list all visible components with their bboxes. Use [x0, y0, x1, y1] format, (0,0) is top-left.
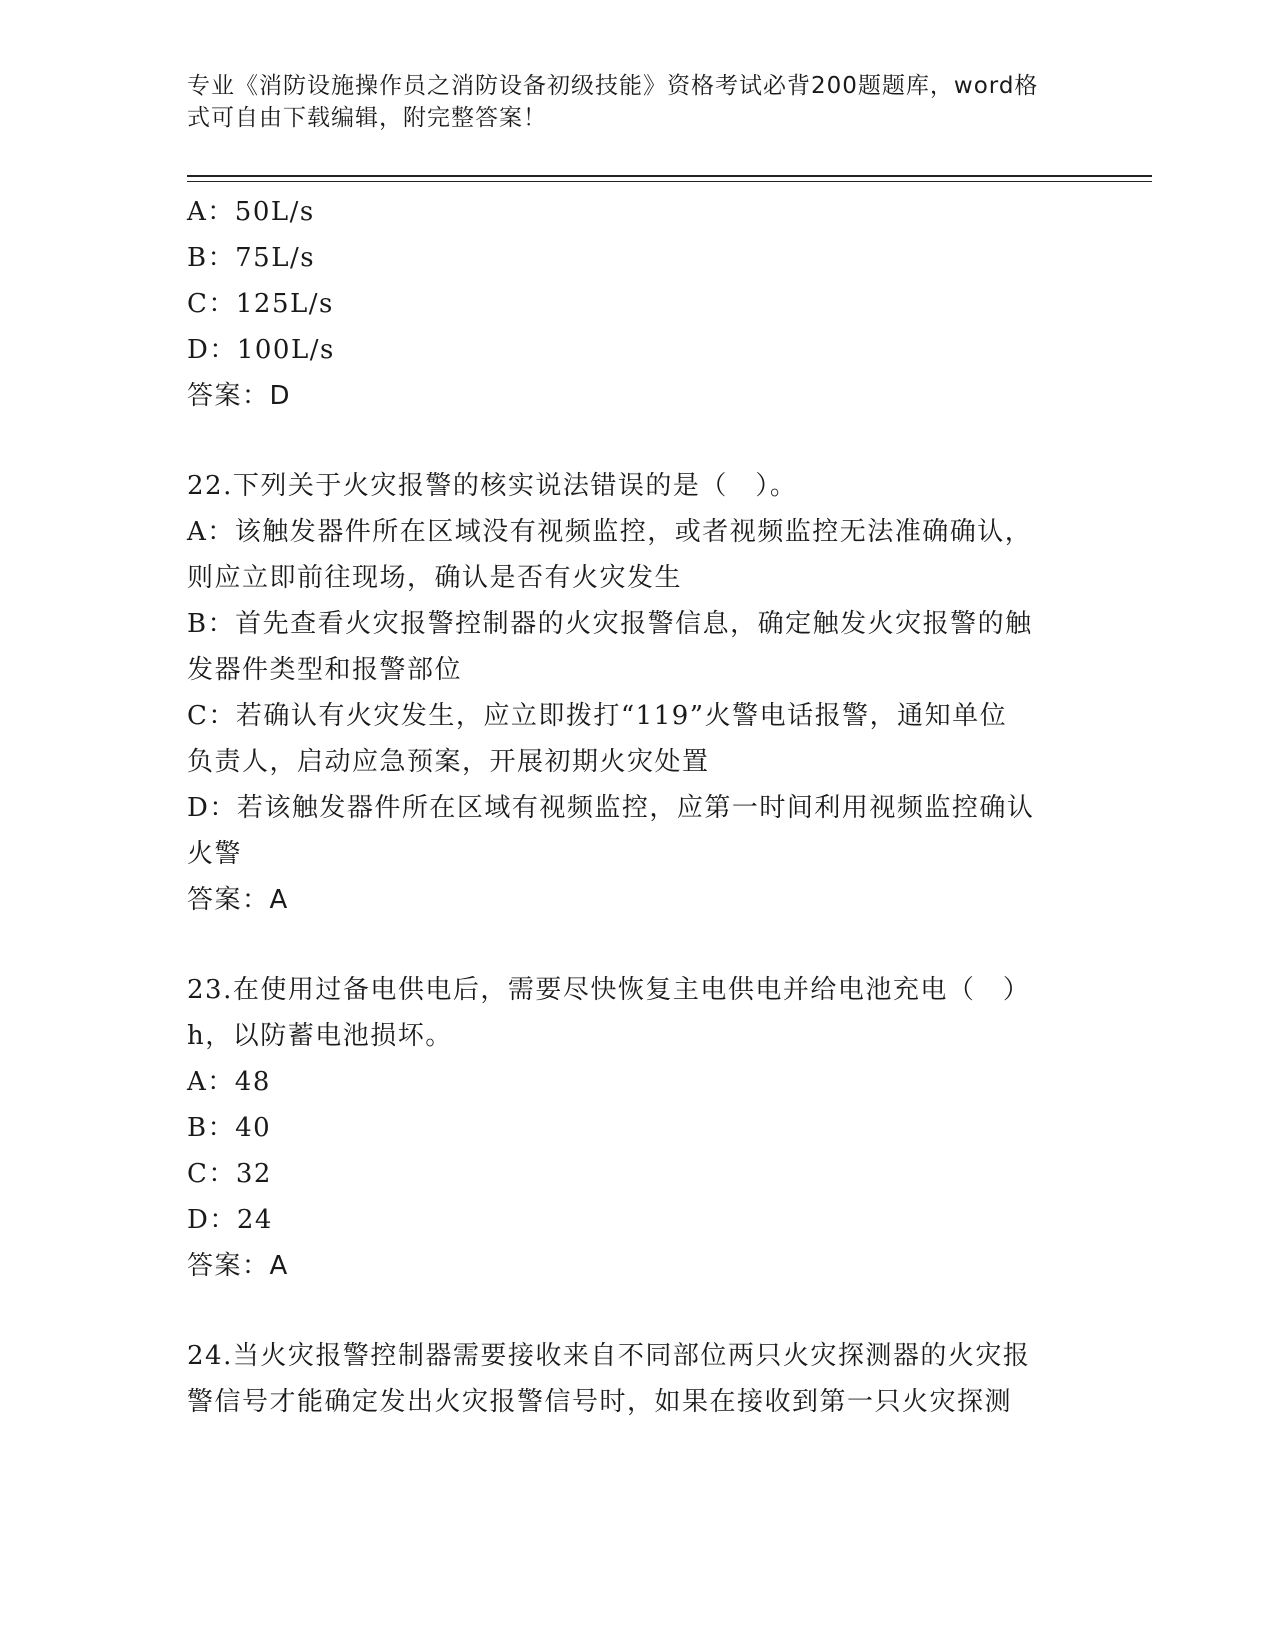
q24-stem-line1: 24.当火灾报警控制器需要接收来自不同部位两只火灾探测器的火灾报 [187, 1341, 1031, 1371]
q22-stem: 22.下列关于火灾报警的核实说法错误的是（ ）。 [187, 471, 798, 501]
q21-answer: 答案：D [187, 381, 292, 411]
q23-option-c: C：32 [187, 1159, 272, 1189]
spacer [187, 923, 1087, 967]
header-divider-thick [187, 175, 1152, 177]
q21-option-a: A：50L/s [187, 197, 315, 227]
question-content [187, 189, 1087, 1425]
q22-option-b-line1: B：首先查看火灾报警控制器的火灾报警信息，确定触发火灾报警的触 [187, 609, 1033, 639]
q22-option-b-line2: 发器件类型和报警部位 [187, 655, 463, 685]
q23-stem-line1: 23.在使用过备电供电后，需要尽快恢复主电供电并给电池充电（ ） [187, 975, 1031, 1005]
question-21 [187, 189, 1087, 419]
q22-answer: 答案：A [187, 885, 289, 915]
q22-option-a-line2: 则应立即前往现场，确认是否有火灾发生 [187, 563, 683, 593]
q21-option-d: D：100L/s [187, 335, 335, 365]
q22-option-d-line2: 火警 [187, 839, 243, 869]
spacer [187, 419, 1087, 463]
q23-option-b: B：40 [187, 1113, 272, 1143]
question-24 [187, 1333, 1087, 1425]
q23-option-d: D：24 [187, 1205, 273, 1235]
question-23 [187, 967, 1087, 1289]
q22-option-a-line1: A：该触发器件所在区域没有视频监控，或者视频监控无法准确确认， [187, 517, 1033, 547]
q21-option-c: C：125L/s [187, 289, 334, 319]
q23-option-a: A：48 [187, 1067, 271, 1097]
q24-stem-line2: 警信号才能确定发出火灾报警信号时，如果在接收到第一只火灾探测 [187, 1387, 1013, 1417]
q23-stem-line2: h，以防蓄电池损坏。 [187, 1021, 453, 1051]
question-22 [187, 463, 1087, 923]
document-header [187, 70, 1087, 134]
header-line-2: 式可自由下载编辑，附完整答案！ [187, 105, 547, 131]
q23-answer: 答案：A [187, 1251, 289, 1281]
header-divider-thin [187, 181, 1152, 182]
q22-option-c-line2: 负责人，启动应急预案，开展初期火灾处置 [187, 747, 710, 777]
q21-option-b: B：75L/s [187, 243, 316, 273]
q22-option-c-line1: C：若确认有火灾发生，应立即拨打“119”火警电话报警，通知单位 [187, 701, 1008, 731]
header-line-1: 专业《消防设施操作员之消防设备初级技能》资格考试必背200题题库，word格 [187, 73, 1039, 99]
q22-option-d-line1: D：若该触发器件所在区域有视频监控，应第一时间利用视频监控确认 [187, 793, 1035, 823]
spacer [187, 1289, 1087, 1333]
